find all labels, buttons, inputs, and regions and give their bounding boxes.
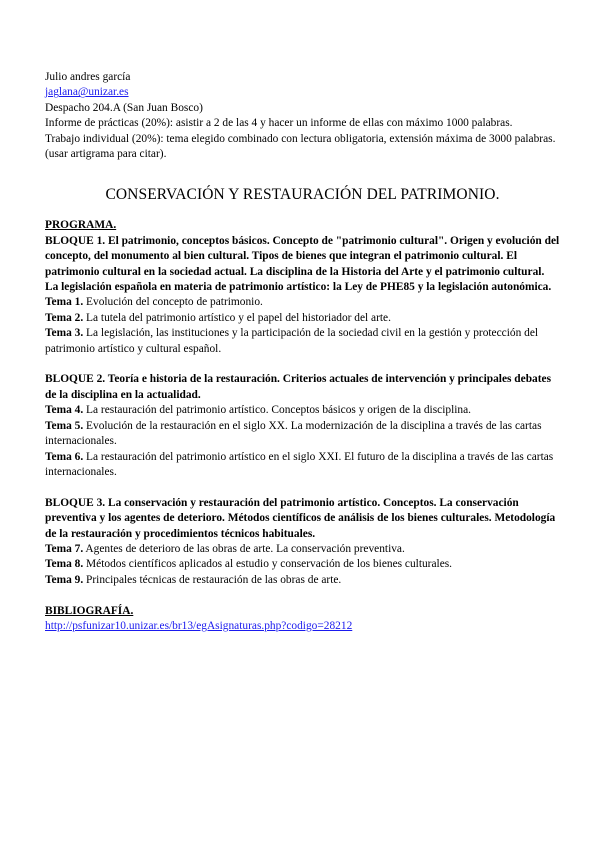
tema-4-label: Tema 4. (45, 404, 84, 417)
tema-4-text: La restauración del patrimonio artístico. Conceptos básicos y origen de la disciplina. (86, 404, 472, 417)
spacer (45, 480, 560, 495)
requirement-trabajo: Trabajo individual (20%): tema elegido combinado con lectura obligatoria, extensión máxima de 3000 palabras. (usar artigrama para citar). (45, 132, 556, 161)
tema-1 (45, 295, 560, 310)
tema-1-label: Tema 1. (45, 296, 84, 309)
bibliografia-heading: BIBLIOGRAFÍA. (45, 604, 134, 617)
tema-6-text: La restauración del patrimonio artístico en el siglo XXI. El futuro de la disciplina a través de las cartas internacionales. (45, 450, 554, 478)
spacer (45, 357, 560, 372)
document-title: CONSERVACIÓN Y RESTAURACIÓN DEL PATRIMONIO. (105, 186, 500, 204)
tema-2-text: La tutela del patrimonio artístico y el papel del historiador del arte. (86, 311, 391, 324)
bloque-3-title: BLOQUE 3. La conservación y restauración del patrimonio artístico. Conceptos. La conservación preventiva y los agentes de deterioro. Métodos científicos de análisis de los bienes culturales. Metodología de la restauración y procedimientos técnicos habituales. (45, 496, 556, 540)
tema-1-text: Evolución del concepto de patrimonio. (86, 296, 263, 309)
tema-7-text: Agentes de deterioro de las obras de arte. La conservación preventiva. (85, 542, 405, 555)
tema-8 (45, 557, 560, 572)
tema-2 (45, 311, 560, 326)
bibliografia-link[interactable]: http://psfunizar10.unizar.es/br13/egAsignaturas.php?codigo=28212 (45, 619, 353, 632)
bloque-1-title: BLOQUE 1. El patrimonio, conceptos básicos. Concepto de "patrimonio cultural". Origen y evolución del concepto, del monumento al bien cultural. Tipos de bienes que integran el patrimonio cultural. El patrimonio cultural en la sociedad actual. La disciplina de la Historia del Arte y el patrimonio cultural. La legislación española en materia de patrimonio artístico: la Ley de PHE85 y la legislación autonómica. (45, 234, 560, 294)
programa-heading: PROGRAMA. (45, 219, 117, 232)
tema-6-label: Tema 6. (45, 450, 84, 463)
tema-7-label: Tema 7. (45, 542, 84, 555)
requirement-practicas: Informe de prácticas (20%): asistir a 2 de las 4 y hacer un informe de ellas con máximo 1000 palabras. (45, 117, 513, 130)
tema-8-text: Métodos científicos aplicados al estudio y conservación de los bienes culturales. (86, 558, 453, 571)
tema-3-label: Tema 3. (45, 327, 84, 340)
tema-2-label: Tema 2. (45, 311, 84, 324)
spacer (45, 588, 560, 603)
author-name: Julio andres garcía (45, 71, 131, 83)
tema-9-label: Tema 9. (45, 573, 84, 586)
tema-5-text: Evolución de la restauración en el siglo XX. La modernización de la disciplina a través de las cartas internacionales. (45, 419, 542, 448)
tema-3 (45, 326, 560, 357)
bloque-2-title: BLOQUE 2. Teoría e historia de la restauración. Criterios actuales de intervención y principales debates de la disciplina en la actualidad. (45, 373, 552, 401)
tema-4 (45, 403, 560, 418)
tema-8-label: Tema 8. (45, 558, 84, 571)
tema-5-label: Tema 5. (45, 419, 84, 432)
tema-9-text: Principales técnicas de restauración de las obras de arte. (86, 573, 342, 586)
email-link[interactable]: jaglana@unizar.es (45, 86, 129, 99)
office-info: Despacho 204.A (San Juan Bosco) (45, 101, 203, 114)
tema-3-text: La legislación, las instituciones y la participación de la sociedad civil en la gestión y protección del patrimonio artístico y cultural español. (45, 327, 539, 355)
tema-5 (45, 419, 560, 450)
document-page (45, 70, 560, 634)
tema-9 (45, 573, 560, 588)
tema-6 (45, 450, 560, 481)
tema-7 (45, 542, 560, 557)
